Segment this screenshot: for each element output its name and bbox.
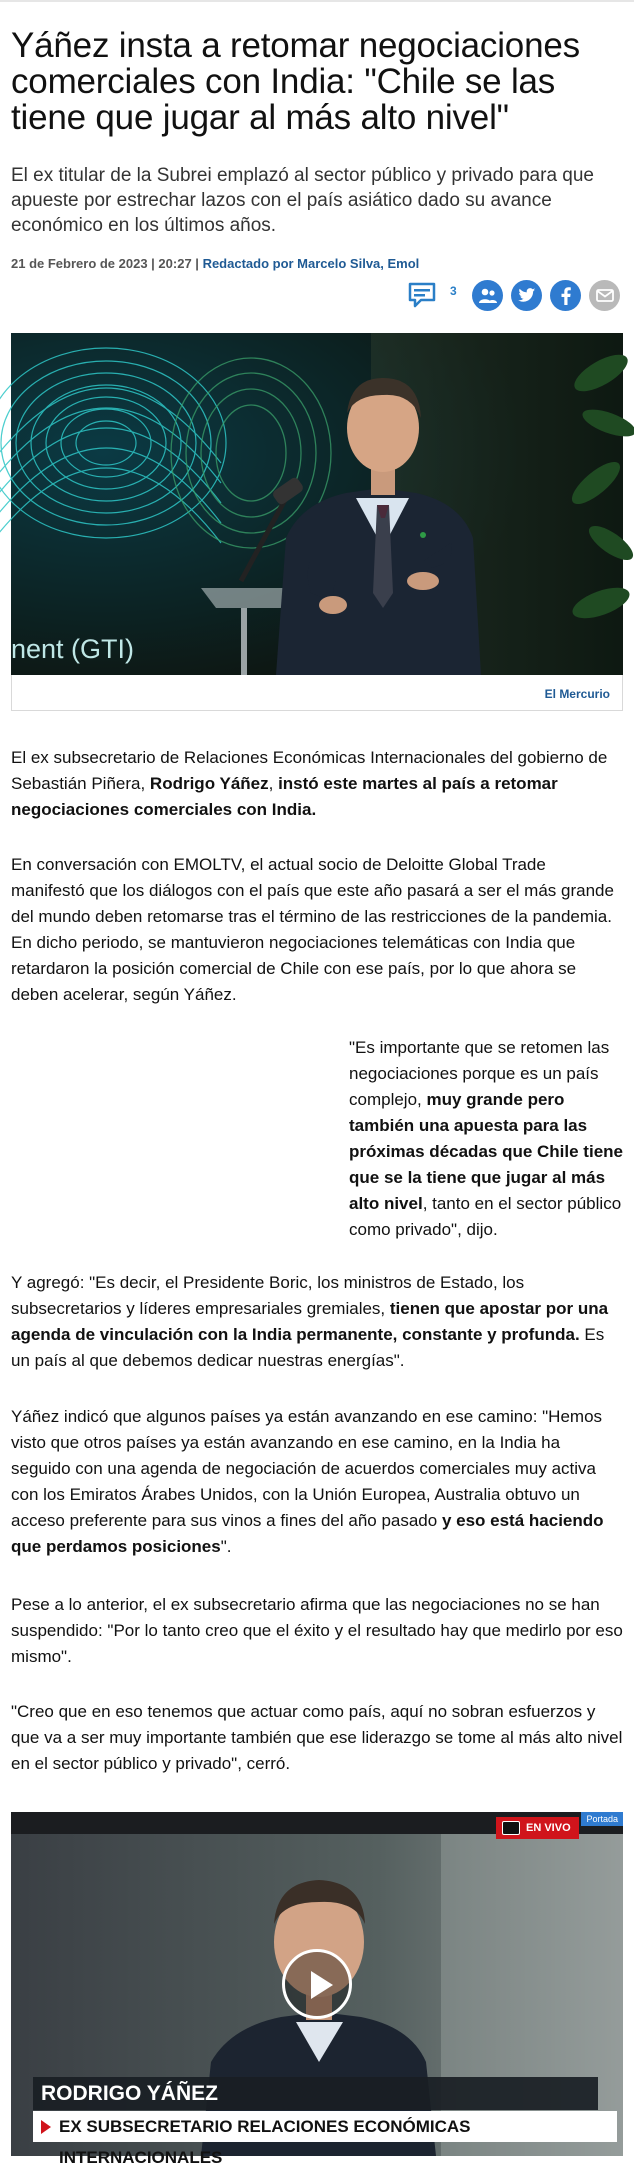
article-date: 21 de Febrero de 2023 | 20:27 | bbox=[11, 256, 199, 271]
body-paragraph-1: El ex subsecretario de Relaciones Económicas Internacionales del gobierno de Sebastián Piñera, Rodrigo Yáñez, instó este martes al país a retomar negociaciones comerciales con India. bbox=[11, 748, 608, 819]
video-player[interactable] bbox=[11, 1812, 623, 2167]
article-photo bbox=[11, 333, 623, 675]
article-author-link[interactable]: Redactado por Marcelo Silva, Emol bbox=[202, 256, 420, 271]
people-share-button[interactable] bbox=[472, 280, 503, 311]
live-label: EN VIVO bbox=[526, 1822, 571, 1834]
photo-screen-text: nent (GTI) bbox=[11, 634, 135, 664]
photo-credit: El Mercurio bbox=[544, 687, 610, 701]
photo-caption-bar bbox=[11, 675, 623, 711]
comment-count[interactable]: 3 bbox=[450, 284, 457, 298]
comment-icon[interactable] bbox=[408, 282, 436, 308]
mail-icon bbox=[596, 289, 614, 302]
body-paragraph-3: Y agregó: "Es decir, el Presidente Boric, los ministros de Estado, los subsecretarios y líderes empresariales gremiales, tienen que apostar por una agenda de vinculación con la India permanente, constante y profunda. Es un país al que debemos dedicar nuestras energías". bbox=[11, 1273, 609, 1370]
body-paragraph-2: En conversación con EMOLTV, el actual socio de Deloitte Global Trade manifestó que los diálogos con el país que este año pasará a ser el más grande del mundo deben retomarse tras el término de las restricciones de la pandemia. En dicho periodo, se mantuvieron negociaciones telemáticas con India que retardaron la posición comercial de Chile con ese país, por lo que ahora se deben acelerar, según Yáñez. bbox=[11, 855, 614, 1004]
body-paragraph-5: Pese a lo anterior, el ex subsecretario afirma que las negociaciones no se han suspendido: "Por lo tanto creo que el éxito y el resultado hay que medirlo por eso mismo". bbox=[11, 1595, 623, 1666]
pull-quote: "Es importante que se retomen las negociaciones porque es un país complejo, muy grande pero también una apuesta para las próximas décadas que Chile tiene que se la tiene que jugar al más alto nivel, tanto en el sector público como privado", dijo. bbox=[349, 1038, 623, 1239]
portada-tag[interactable]: Portada bbox=[581, 1812, 623, 1826]
people-icon bbox=[478, 287, 498, 305]
article-lead: El ex titular de la Subrei emplazó al sector público y privado para que apueste por estrechar lazos con el país asiático dado su avance económico en los últimos años. bbox=[11, 165, 594, 236]
play-button[interactable] bbox=[282, 1949, 352, 2019]
article-byline bbox=[11, 256, 419, 271]
body-paragraph-6: "Creo que en eso tenemos que actuar como país, aquí no sobran esfuerzos y que va a ser muy importante también que ese liderazgo se tome al más alto nivel en el sector público y privado", cerró. bbox=[11, 1702, 623, 1773]
twitter-icon bbox=[518, 288, 536, 303]
speaker-photo-illustration bbox=[11, 333, 623, 675]
twitter-share-button[interactable] bbox=[511, 280, 542, 311]
arrow-icon bbox=[41, 2120, 51, 2134]
tv-icon bbox=[502, 1821, 520, 1835]
article-title: Yáñez insta a retomar negociaciones comerciales con India: "Chile se las tiene que jugar al más alto nivel" bbox=[11, 26, 580, 137]
lower-third-role: EX SUBSECRETARIO RELACIONES ECONÓMICAS INTERNACIONALES bbox=[33, 2111, 617, 2142]
play-icon bbox=[311, 1971, 333, 1999]
mail-share-button[interactable] bbox=[589, 280, 620, 311]
facebook-share-button[interactable] bbox=[550, 280, 581, 311]
body-paragraph-4: Yáñez indicó que algunos países ya están avanzando en ese camino: "Hemos visto que otros países ya están avanzando en ese camino, en la India ha seguido con una agenda de negociación de acuerdos comerciales muy activa con los Emiratos Árabes Unidos, con la Unión Europea, Australia obtuvo un acceso preferente para sus vinos a fines del año pasado y eso está haciendo que perdamos posiciones". bbox=[11, 1407, 604, 1556]
lower-third-name: RODRIGO YÁÑEZ bbox=[33, 2077, 598, 2110]
facebook-icon bbox=[561, 287, 571, 305]
top-divider bbox=[0, 0, 634, 2]
live-badge bbox=[496, 1817, 579, 1839]
